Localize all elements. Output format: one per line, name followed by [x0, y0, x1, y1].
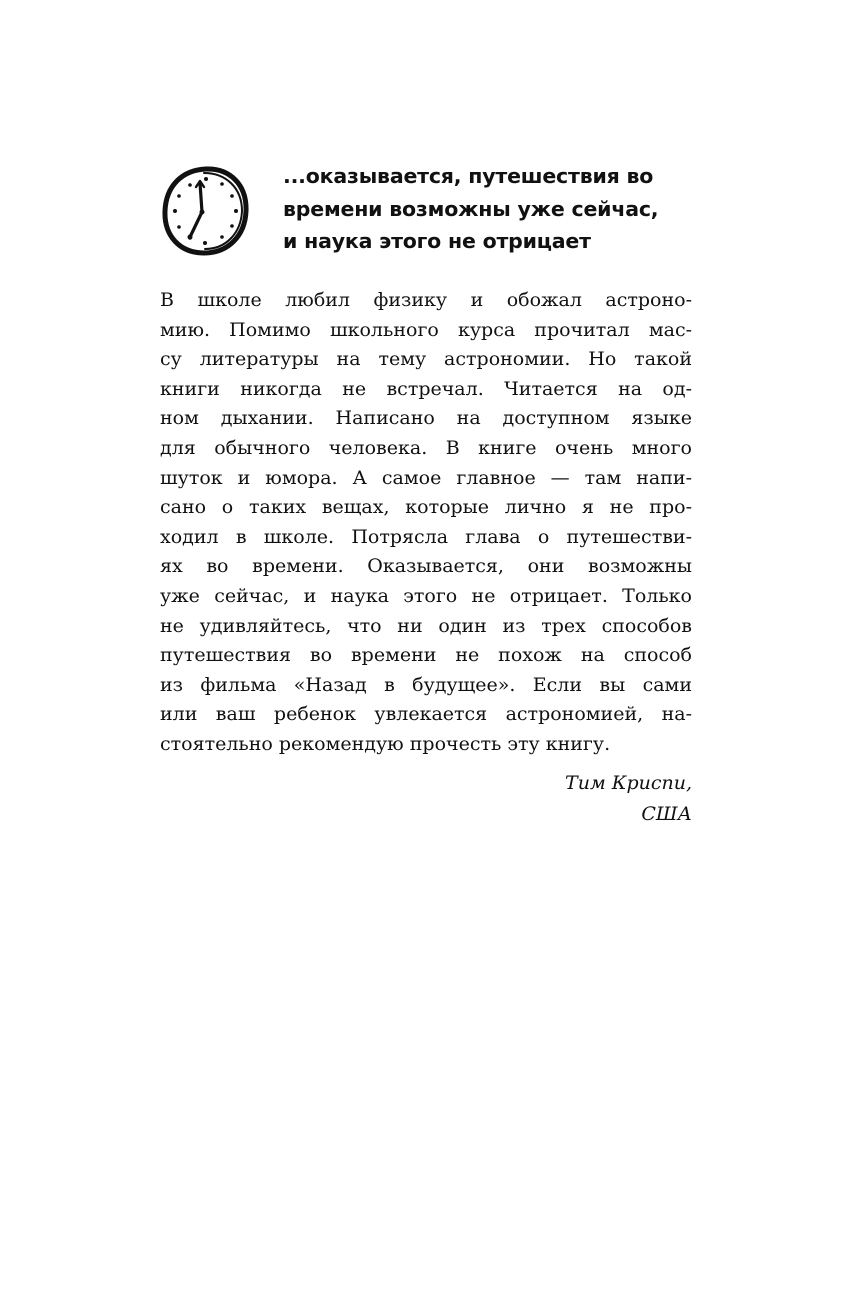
review-line: ях во времени. Оказывается, они возможны	[160, 555, 692, 578]
review-line: не удивляйтесь, что ни один из трех способов	[160, 614, 692, 637]
review-line: стоятельно рекомендую прочесть эту книгу.	[160, 732, 611, 755]
review-text	[160, 286, 692, 760]
review-line: мию. Помимо школьного курса прочитал мас-	[160, 318, 692, 341]
review-line: из фильма «Назад в будущее». Если вы сами	[160, 673, 692, 696]
clock-icon	[160, 165, 250, 257]
review-line: шуток и юмора. А самое главное — там напи-	[160, 466, 692, 489]
review-line: или ваш ребенок увлекается астрономией, на-	[160, 703, 692, 726]
review-line: сано о таких вещах, которые лично я не про-	[160, 496, 692, 519]
review-line: В школе любил физику и обожал астроно-	[160, 289, 692, 311]
signature-author: Тим Криспи,	[565, 772, 692, 794]
review-line: ходил в школе. Потрясла глава о путешестви-	[160, 525, 692, 548]
review-line: су литературы на тему астрономии. Но такой	[160, 348, 692, 371]
headline-line: времени возможны уже сейчас,	[283, 196, 659, 221]
review-line: ном дыхании. Написано на доступном языке	[160, 407, 692, 430]
review-line: для обычного человека. В книге очень много	[160, 436, 692, 459]
signature	[565, 768, 692, 829]
signature-country: США	[641, 802, 692, 825]
headline-line: и наука этого не отрицает	[283, 229, 591, 253]
headline	[283, 160, 703, 258]
review-line: книги никогда не встречал. Читается на од-	[160, 377, 692, 400]
headline-line: ...оказывается, путешествия во	[283, 164, 654, 188]
review-line: уже сейчас, и наука этого не отрицает. Только	[160, 584, 692, 607]
review-line: путешествия во времени не похож на способ	[160, 644, 692, 667]
